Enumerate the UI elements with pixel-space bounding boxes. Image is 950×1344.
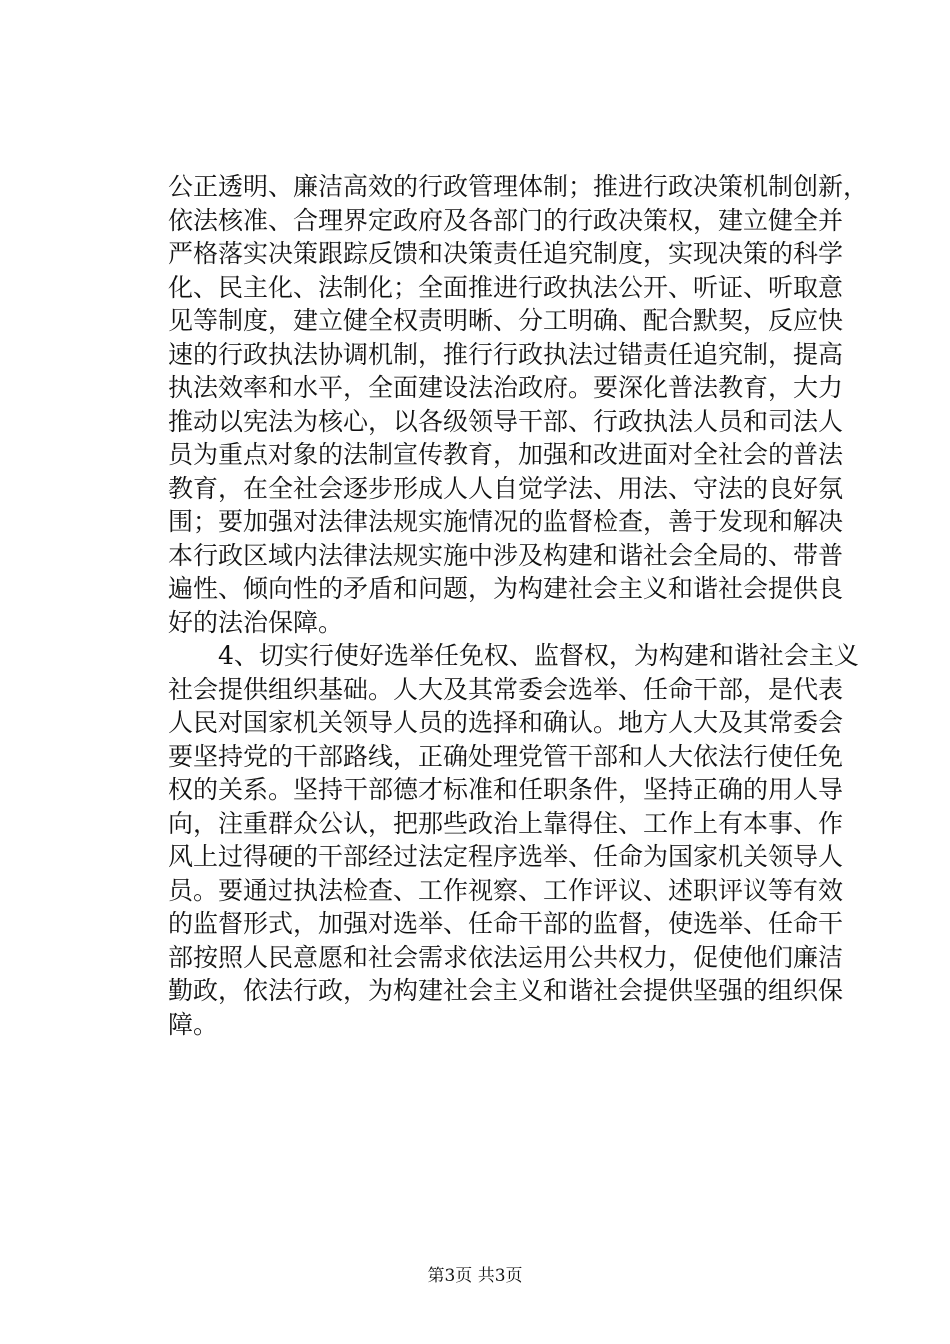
text-line: 严格落实决策跟踪反馈和决策责任追究制度，实现决策的科学 [168,239,844,268]
page-footer [0,1264,950,1288]
text-line: 执法效率和水平，全面建设法治政府。要深化普法教育，大力 [168,373,844,402]
text-line: 围；要加强对法律法规实施情况的监督检查，善于发现和解决 [168,507,844,536]
text-line: 员。要通过执法检查、工作视察、工作评议、述职评议等有效 [168,875,844,905]
body-text [168,170,869,1041]
text-line: 化、民主化、法制化；全面推进行政执法公开、听证、听取意 [168,272,844,302]
text-line: 好的法治保障。 [168,607,344,637]
text-line: 教育，在全社会逐步形成人人自觉学法、用法、守法的良好氛 [168,473,844,503]
text-line: 风上过得硬的干部经过法定程序选举、任命为国家机关领导人 [168,842,844,871]
text-line: 的监督形式，加强对选举、任命干部的监督，使选举、任命干 [168,909,844,938]
text-line: 障。 [168,1009,219,1039]
text-line: 社会提供组织基础。人大及其常委会选举、任命干部，是代表 [168,674,844,704]
text-line: 本行政区域内法律法规实施中涉及构建和谐社会全局的、带普 [168,540,844,570]
text-line: 公正透明、廉洁高效的行政管理体制；推进行政决策机制创新， [168,172,869,201]
text-line: 见等制度，建立健全权责明晰、分工明确、配合默契，反应快 [168,306,844,335]
text-line: 遍性、倾向性的矛盾和问题，为构建社会主义和谐社会提供良 [168,574,844,603]
text-line: 员为重点对象的法制宣传教育，加强和改进面对全社会的普法 [168,440,844,469]
text-line: 向，注重群众公认，把那些政治上靠得住、工作上有本事、作 [168,808,844,838]
page-number: 第3页 共3页 [427,1266,523,1286]
text-line: 部按照人民意愿和社会需求依法运用公共权力，促使他们廉洁 [168,942,844,972]
text-line: 人民对国家机关领导人员的选择和确认。地方人大及其常委会 [168,708,844,737]
text-line: 权的关系。坚持干部德才标准和任职条件，坚持正确的用人导 [168,775,844,804]
text-line: 要坚持党的干部路线，正确处理党管干部和人大依法行使任免 [168,741,844,771]
text-line: 推动以宪法为核心，以各级领导干部、行政执法人员和司法人 [168,406,844,436]
text-line: 速的行政执法协调机制，推行行政执法过错责任追究制，提高 [168,339,844,369]
paragraph-first-line: 4、切实行使好选举任免权、监督权，为构建和谐社会主义 [218,641,859,670]
text-line: 勤政，依法行政，为构建社会主义和谐社会提供坚强的组织保 [168,976,844,1005]
text-line: 依法核准、合理界定政府及各部门的行政决策权，建立健全并 [168,205,844,235]
